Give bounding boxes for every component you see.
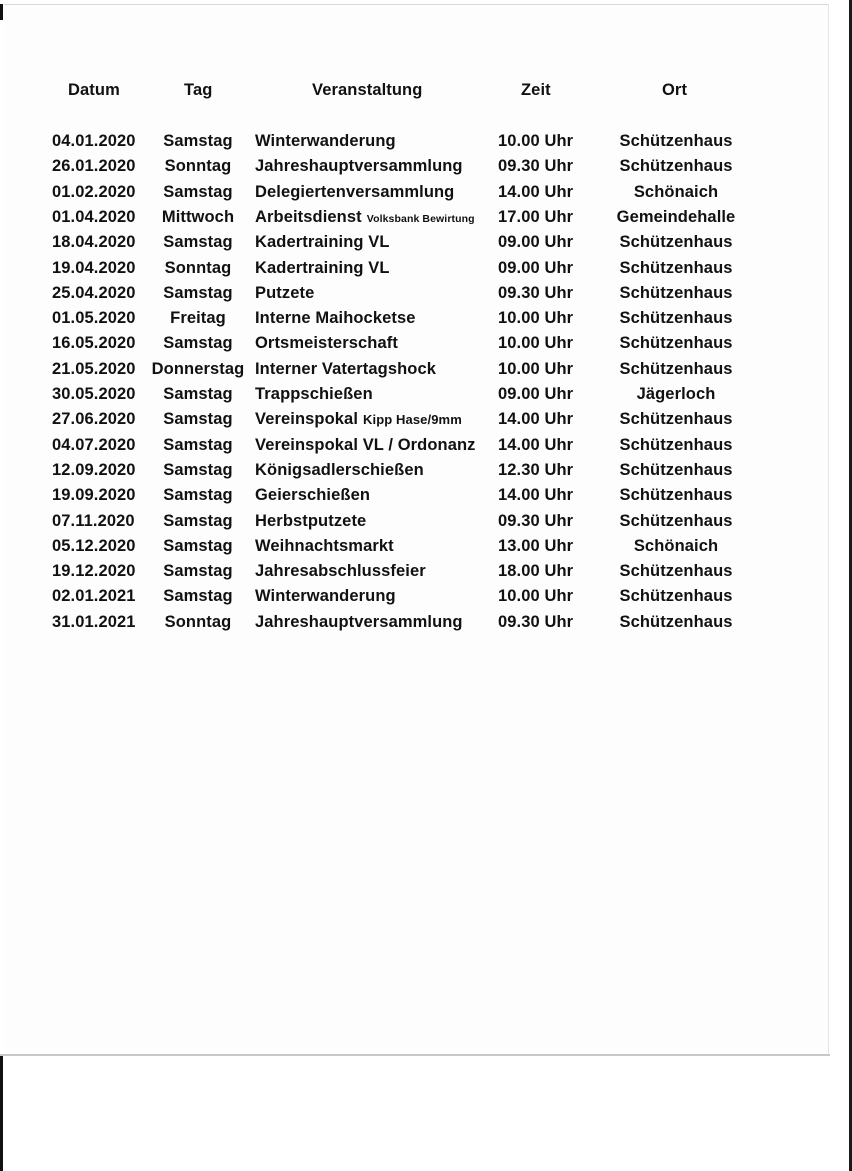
table-row	[0, 180, 852, 204]
row-day: Samstag	[163, 486, 233, 505]
table-row	[0, 559, 852, 583]
table-row	[0, 509, 852, 533]
row-place: Gemeindehalle	[616, 207, 736, 226]
row-place: Schützenhaus	[619, 157, 733, 176]
row-event-title: Ortsmeisterschaft	[255, 334, 398, 353]
row-event-title: Weihnachtsmarkt	[255, 536, 394, 555]
row-time: 18.00 Uhr	[498, 562, 574, 581]
row-place: Schützenhaus	[619, 486, 733, 505]
row-event	[255, 230, 390, 254]
row-time: 14.00 Uhr	[498, 410, 574, 429]
row-place: Schützenhaus	[619, 132, 733, 150]
row-date: 19.12.2020	[52, 562, 136, 581]
row-event	[255, 382, 373, 406]
row-date: 01.04.2020	[52, 207, 136, 226]
row-event-title: Vereinspokal	[255, 410, 359, 429]
row-time: 09.00 Uhr	[498, 385, 574, 403]
table-header	[0, 78, 852, 102]
table-row	[0, 610, 852, 634]
row-place: Schönaich	[633, 536, 719, 555]
row-day: Samstag	[163, 410, 233, 429]
row-place: Schützenhaus	[619, 587, 733, 606]
row-date: 30.05.2020	[52, 385, 136, 403]
row-day: Samstag	[163, 334, 233, 353]
row-event-note: Volksbank Bewirtung	[366, 212, 475, 225]
row-day: Samstag	[163, 511, 233, 530]
row-event	[255, 281, 314, 305]
row-event	[255, 256, 390, 280]
row-place: Jägerloch	[636, 385, 716, 403]
table-row	[0, 306, 852, 330]
row-event	[255, 306, 416, 330]
row-date: 19.09.2020	[52, 486, 136, 505]
row-time: 10.00 Uhr	[498, 587, 574, 606]
row-time: 09.30 Uhr	[498, 511, 574, 530]
row-place: Schützenhaus	[619, 612, 733, 631]
row-date: 27.06.2020	[52, 410, 136, 429]
row-day: Samstag	[163, 385, 233, 403]
table-row	[0, 281, 852, 305]
table-row	[0, 256, 852, 280]
row-date: 31.01.2021	[52, 612, 136, 631]
row-date: 07.11.2020	[52, 511, 135, 530]
row-event-title: Trappschießen	[255, 385, 373, 403]
row-day: Samstag	[163, 233, 233, 252]
row-place: Schützenhaus	[619, 233, 733, 252]
row-event-title: Delegiertenversammlung	[255, 182, 455, 201]
row-time: 14.00 Uhr	[498, 182, 574, 201]
row-event-title: Jahreshauptversammlung	[255, 157, 463, 176]
row-date: 01.02.2020	[52, 182, 136, 201]
row-time: 09.30 Uhr	[498, 612, 574, 631]
table-row	[0, 584, 852, 608]
row-event	[255, 509, 366, 533]
row-event	[255, 584, 396, 608]
row-day: Samstag	[163, 587, 233, 606]
row-date: 01.05.2020	[52, 309, 136, 328]
row-date: 26.01.2020	[52, 157, 136, 176]
row-time: 14.00 Uhr	[498, 435, 574, 454]
row-event-title: Winterwanderung	[255, 587, 396, 606]
row-event	[255, 357, 436, 381]
row-day: Samstag	[163, 283, 233, 302]
row-day: Samstag	[163, 536, 233, 555]
row-event-title: Kadertraining VL	[255, 258, 390, 277]
table-row	[0, 407, 852, 431]
scan-page-edge	[0, 1054, 830, 1056]
row-day: Samstag	[163, 182, 233, 201]
row-time: 17.00 Uhr	[498, 207, 574, 226]
header-time: Zeit	[521, 81, 551, 99]
row-event-note: Kipp Hase/9mm	[363, 412, 462, 428]
table-row	[0, 205, 852, 229]
row-event-title: Winterwanderung	[255, 132, 396, 150]
row-day: Freitag	[170, 309, 226, 328]
header-date: Datum	[68, 81, 120, 99]
row-place: Schützenhaus	[619, 435, 733, 454]
row-date: 25.04.2020	[52, 283, 136, 302]
row-place: Schützenhaus	[619, 460, 733, 479]
row-event	[255, 433, 476, 457]
row-place: Schützenhaus	[619, 334, 733, 353]
row-time: 13.00 Uhr	[498, 536, 574, 555]
row-event	[255, 610, 463, 634]
row-event-title: Jahresabschlussfeier	[255, 562, 426, 581]
row-date: 04.07.2020	[52, 435, 136, 454]
row-event	[255, 483, 370, 507]
row-event	[255, 180, 454, 204]
row-event-title: Arbeitsdienst	[255, 207, 362, 226]
row-event	[255, 129, 396, 153]
row-day: Sonntag	[164, 258, 232, 277]
scan-edge-mark-bottom	[0, 1056, 3, 1171]
row-day: Sonntag	[164, 157, 232, 176]
row-event	[255, 154, 463, 178]
header-day: Tag	[184, 81, 213, 99]
row-event-title: Königsadlerschießen	[255, 460, 424, 479]
row-place: Schützenhaus	[619, 258, 733, 277]
row-event	[255, 205, 475, 231]
row-day: Samstag	[163, 562, 233, 581]
row-place: Schützenhaus	[619, 410, 733, 429]
row-day: Samstag	[163, 132, 233, 150]
table-row	[0, 433, 852, 457]
row-event-title: Putzete	[255, 283, 315, 302]
row-date: 05.12.2020	[52, 536, 136, 555]
row-event-title: Vereinspokal VL / Ordonanz	[255, 435, 476, 454]
row-date: 12.09.2020	[52, 460, 136, 479]
row-time: 09.30 Uhr	[498, 283, 574, 302]
row-place: Schönaich	[633, 182, 719, 201]
table-row	[0, 382, 852, 406]
row-day: Samstag	[163, 460, 233, 479]
row-day: Samstag	[163, 435, 233, 454]
row-day: Sonntag	[164, 612, 232, 631]
table-row	[0, 534, 852, 558]
row-time: 10.00 Uhr	[498, 132, 574, 150]
row-time: 09.30 Uhr	[498, 157, 574, 176]
table-row	[0, 154, 852, 178]
row-event	[255, 534, 394, 558]
row-time: 10.00 Uhr	[498, 359, 574, 378]
row-event	[255, 331, 398, 355]
row-place: Schützenhaus	[619, 359, 733, 378]
scan-edge-mark	[0, 4, 3, 20]
row-event	[255, 559, 426, 583]
header-place: Ort	[662, 81, 688, 99]
row-event-title: Jahreshauptversammlung	[255, 612, 463, 631]
header-event: Veranstaltung	[312, 81, 423, 99]
row-event-title: Herbstputzete	[255, 511, 367, 530]
row-event-title: Interner Vatertagshock	[255, 359, 437, 378]
table-row	[0, 357, 852, 381]
row-event-title: Kadertraining VL	[255, 233, 390, 252]
row-time: 14.00 Uhr	[498, 486, 574, 505]
row-event-title: Geierschießen	[255, 486, 371, 505]
row-time: 09.00 Uhr	[498, 258, 574, 277]
table-row	[0, 483, 852, 507]
row-date: 21.05.2020	[52, 359, 136, 378]
row-time: 09.00 Uhr	[498, 233, 574, 252]
row-date: 18.04.2020	[52, 233, 136, 252]
table-row	[0, 331, 852, 355]
row-date: 19.04.2020	[52, 258, 136, 277]
row-place: Schützenhaus	[619, 511, 733, 530]
row-date: 16.05.2020	[52, 334, 136, 353]
row-time: 12.30 Uhr	[498, 460, 574, 479]
row-place: Schützenhaus	[619, 309, 733, 328]
table-row	[0, 129, 852, 153]
row-event	[255, 458, 424, 482]
row-event-title: Interne Maihocketse	[255, 309, 416, 328]
row-time: 10.00 Uhr	[498, 309, 574, 328]
row-day: Donnerstag	[151, 359, 245, 378]
row-place: Schützenhaus	[619, 283, 733, 302]
row-date: 04.01.2020	[52, 132, 136, 150]
table-row	[0, 230, 852, 254]
row-day: Mittwoch	[161, 207, 235, 226]
row-event	[255, 407, 462, 432]
row-date: 02.01.2021	[52, 587, 136, 606]
row-time: 10.00 Uhr	[498, 334, 574, 353]
table-row	[0, 458, 852, 482]
row-place: Schützenhaus	[619, 562, 733, 581]
